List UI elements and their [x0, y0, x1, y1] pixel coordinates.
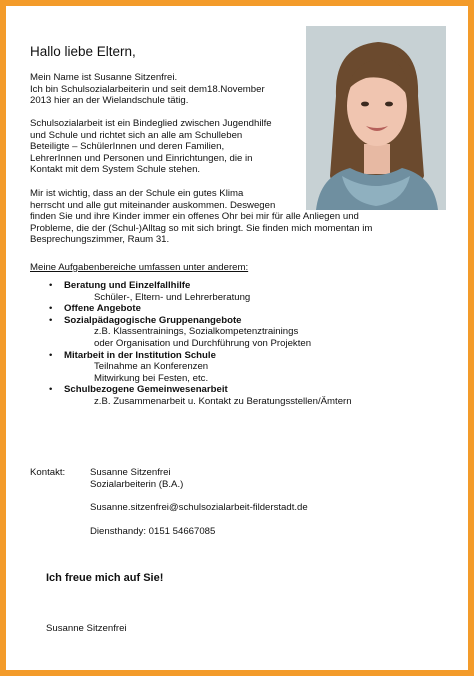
list-item — [30, 350, 450, 385]
bullet-icon: • — [49, 303, 53, 315]
task-heading: Mitarbeit in der Institution Schule — [64, 349, 216, 361]
bullet-icon: • — [49, 280, 53, 291]
list-item — [30, 384, 450, 407]
signature: Susanne Sitzenfrei — [46, 623, 127, 634]
task-detail: Mitwirkung bei Festen, etc. — [94, 372, 209, 384]
bullet-icon: • — [49, 314, 53, 326]
task-detail: z.B. Klassentrainings, Sozialkompetenztrainings — [94, 326, 299, 338]
contact-role: Sozialarbeiterin (B.A.) — [90, 478, 184, 490]
list-item — [30, 280, 450, 303]
task-heading: Sozialpädagogische Gruppenangebote — [64, 314, 242, 326]
contact-block — [90, 467, 308, 537]
intro-line: Ich bin Schulsozialarbeiterin und seit dem18.November — [30, 83, 265, 95]
about-line: Beteiligte – SchülerInnen und deren Familien, — [30, 141, 225, 153]
bullet-icon: • — [49, 384, 53, 396]
intro-paragraph — [30, 72, 265, 107]
mission-line: herrscht und alle gut miteinander auskommen. Deswegen — [30, 199, 276, 211]
tasks-list — [30, 280, 450, 408]
letter-page — [6, 6, 468, 670]
contact-label: Kontakt: — [30, 467, 66, 478]
tasks-title: Meine Aufgabenbereiche umfassen unter anderem: — [30, 262, 249, 273]
about-line: LehrerInnen und Personen und Einrichtungen, die in — [30, 152, 253, 164]
portrait-photo — [306, 26, 446, 210]
task-heading: Offene Angebote — [64, 303, 141, 315]
closing-line: Ich freue mich auf Sie! — [46, 572, 164, 584]
task-heading: Schulbezogene Gemeinwesenarbeit — [64, 384, 228, 396]
intro-line: Mein Name ist Susanne Sitzenfrei. — [30, 72, 178, 83]
mission-line: Besprechungszimmer, Raum 31. — [30, 234, 170, 246]
contact-name: Susanne Sitzenfrei — [90, 467, 171, 478]
task-detail: z.B. Zusammenarbeit u. Kontakt zu Beratungsstellen/Ämtern — [94, 395, 352, 407]
task-detail: oder Organisation und Durchführung von Projekten — [94, 337, 312, 349]
portrait-illustration — [306, 26, 446, 210]
task-detail: Teilnahme an Konferenzen — [94, 361, 209, 373]
list-item — [30, 303, 450, 315]
about-line: Kontakt mit dem System Schule stehen. — [30, 164, 201, 176]
task-heading: Beratung und Einzelfallhilfe — [64, 280, 191, 291]
about-paragraph — [30, 118, 272, 176]
bullet-icon: • — [49, 349, 53, 361]
list-item — [30, 315, 450, 350]
intro-line: 2013 hier an der Wielandschule tätig. — [30, 95, 189, 107]
about-line: und Schule und richtet sich an alle am Schulleben — [30, 129, 243, 141]
about-line: Schulsozialarbeit ist ein Bindeglied zwischen Jugendhilfe — [30, 118, 272, 129]
contact-phone: Diensthandy: 0151 54667085 — [90, 525, 216, 537]
task-detail: Schüler-, Eltern- und Lehrerberatung — [94, 291, 251, 303]
contact-email-link[interactable]: Susanne.sitzenfrei@schulsozialarbeit-filderstadt.de — [90, 502, 308, 514]
mission-line: Mir ist wichtig, dass an der Schule ein gutes Klima — [30, 188, 244, 199]
mission-line: finden Sie und ihre Kinder immer ein offenes Ohr bei mir für alle Anliegen und — [30, 211, 359, 223]
mission-line: Probleme, die der (Schul-)Alltag so mit sich bringt. Sie finden mich momentan im — [30, 222, 373, 234]
greeting: Hallo liebe Eltern, — [30, 44, 136, 59]
